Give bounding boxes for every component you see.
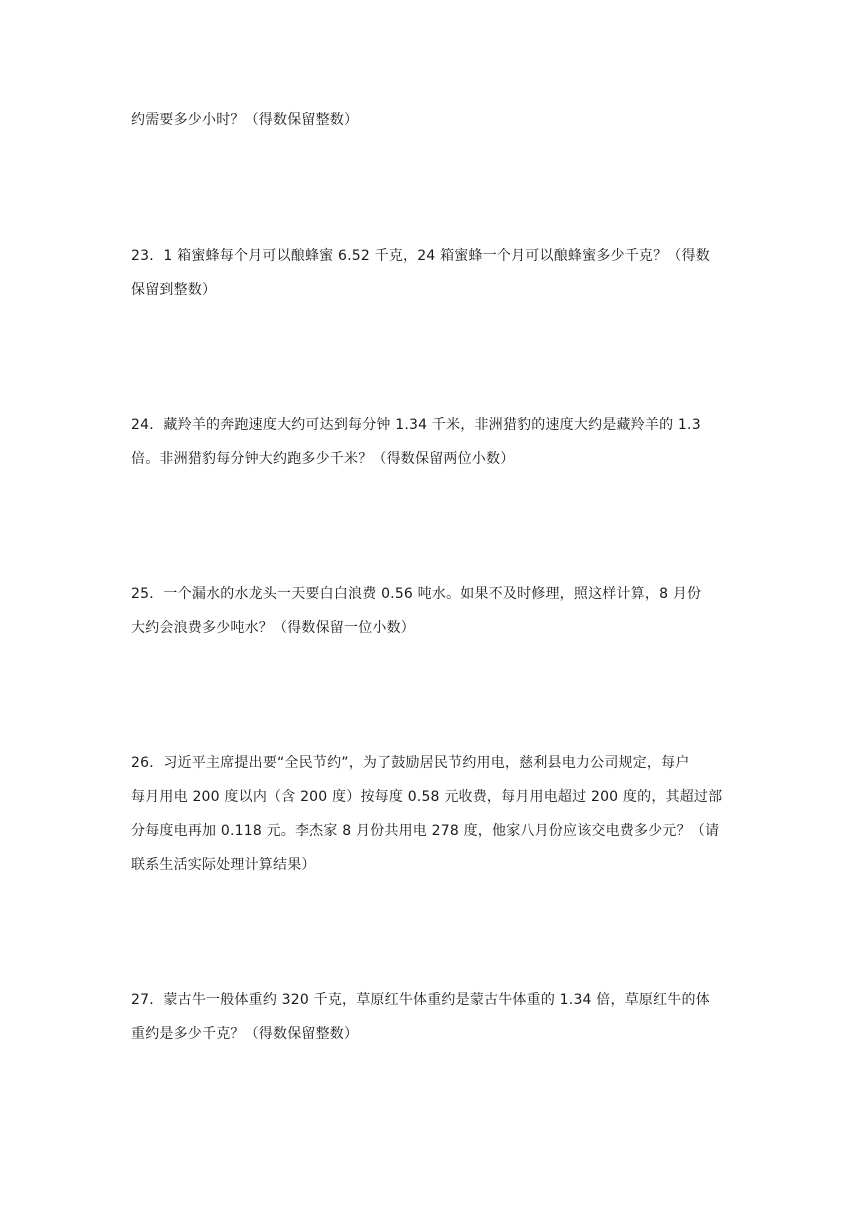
problem-25-line-2: 大约会浪费多少吨水？（得数保留一位小数） — [131, 620, 415, 636]
problem-24-line-2: 倍。非洲猎豹每分钟大约跑多少千米？（得数保留两位小数） — [131, 451, 515, 467]
problem-27-line-2: 重约是多少千克？（得数保留整数） — [131, 1026, 359, 1042]
problem-24-line-1: 24．藏羚羊的奔跑速度大约可达到每分钟 1.34 千米，非洲猎豹的速度大约是藏羚羊的 1.3 — [131, 417, 701, 433]
problem-26-line-1: 26．习近平主席提出要“全民节约”，为了鼓励居民节约用电，慈利县电力公司规定，每户 — [131, 755, 690, 771]
problem-27-line-1: 27．蒙古牛一般体重约 320 千克，草原红牛体重约是蒙古牛体重的 1.34 倍，草原红牛的体 — [131, 992, 710, 1008]
problem-25-line-1: 25．一个漏水的水龙头一天要白白浪费 0.56 吨水。如果不及时修理，照这样计算，8 月份 — [131, 586, 702, 602]
problem-23-line-2: 保留到整数） — [131, 282, 217, 298]
problem-23-line-1: 23．1 箱蜜蜂每个月可以酿蜂蜜 6.52 千克，24 箱蜜蜂一个月可以酿蜂蜜多少千克？（得数 — [131, 248, 710, 264]
problem-26-line-4: 联系生活实际处理计算结果） — [131, 857, 316, 873]
problem-22-continuation: 约需要多少小时？（得数保留整数） — [131, 112, 359, 128]
problem-26-line-2: 每月用电 200 度以内（含 200 度）按每度 0.58 元收费，每月用电超过 200 度的，其超过部 — [131, 789, 723, 805]
problem-26-line-3: 分每度电再加 0.118 元。李杰家 8 月份共用电 278 度，他家八月份应该交电费多少元？（请 — [131, 823, 720, 839]
